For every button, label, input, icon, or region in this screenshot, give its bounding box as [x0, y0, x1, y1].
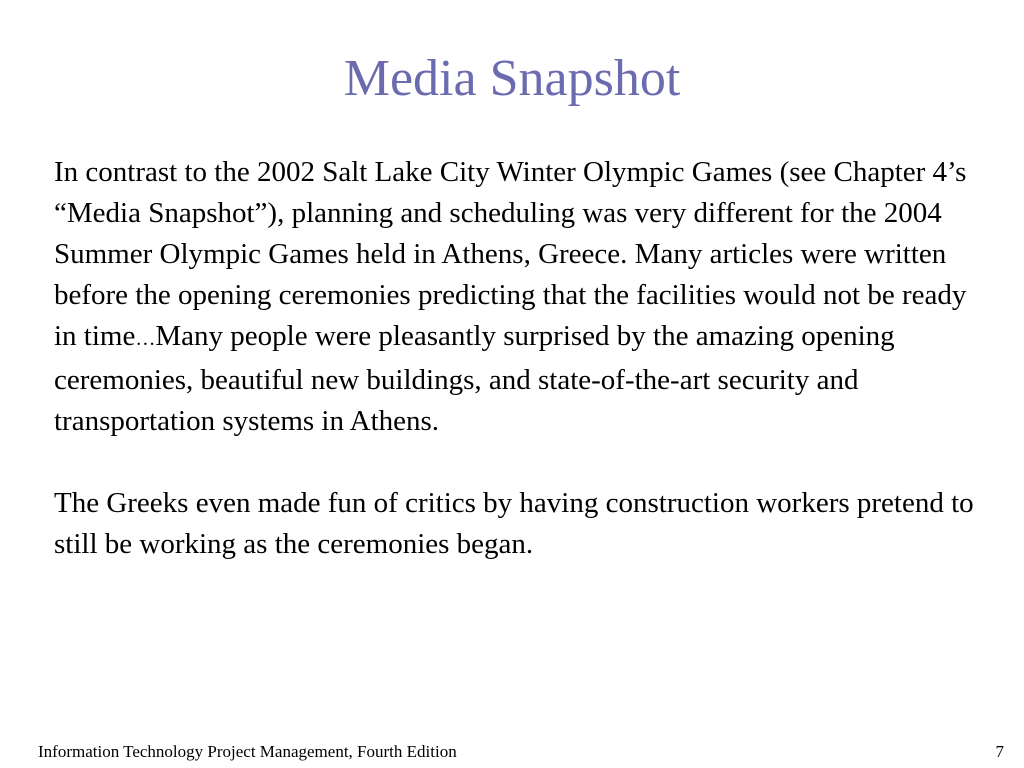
- body-paragraph-1: [54, 152, 974, 442]
- ellipsis: …: [135, 328, 156, 350]
- paragraph-1-part-1: In contrast to the 2002 Salt Lake City Winter Olympic Games (see Chapter 4’s “Media Snapshot”), planning and scheduling was very different for the 2004 Summer Olympic Games held in Athens, Greece. Many articles were written before the opening ceremonies predicting that the facilities would not be ready in time: [54, 156, 967, 352]
- footer-book-title: Information Technology Project Management, Fourth Edition: [38, 742, 457, 761]
- paragraph-1-part-2: Many people were pleasantly surprised by the amazing opening ceremonies, beautiful new buildings, and state-of-the-art security and transportation systems in Athens.: [54, 320, 895, 437]
- slide-body: [54, 152, 974, 606]
- footer-page-number: 7: [995, 742, 1004, 761]
- body-paragraph-2: The Greeks even made fun of critics by having construction workers pretend to still be working as the ceremonies began.: [54, 487, 974, 560]
- slide-title: Media Snapshot: [343, 50, 681, 107]
